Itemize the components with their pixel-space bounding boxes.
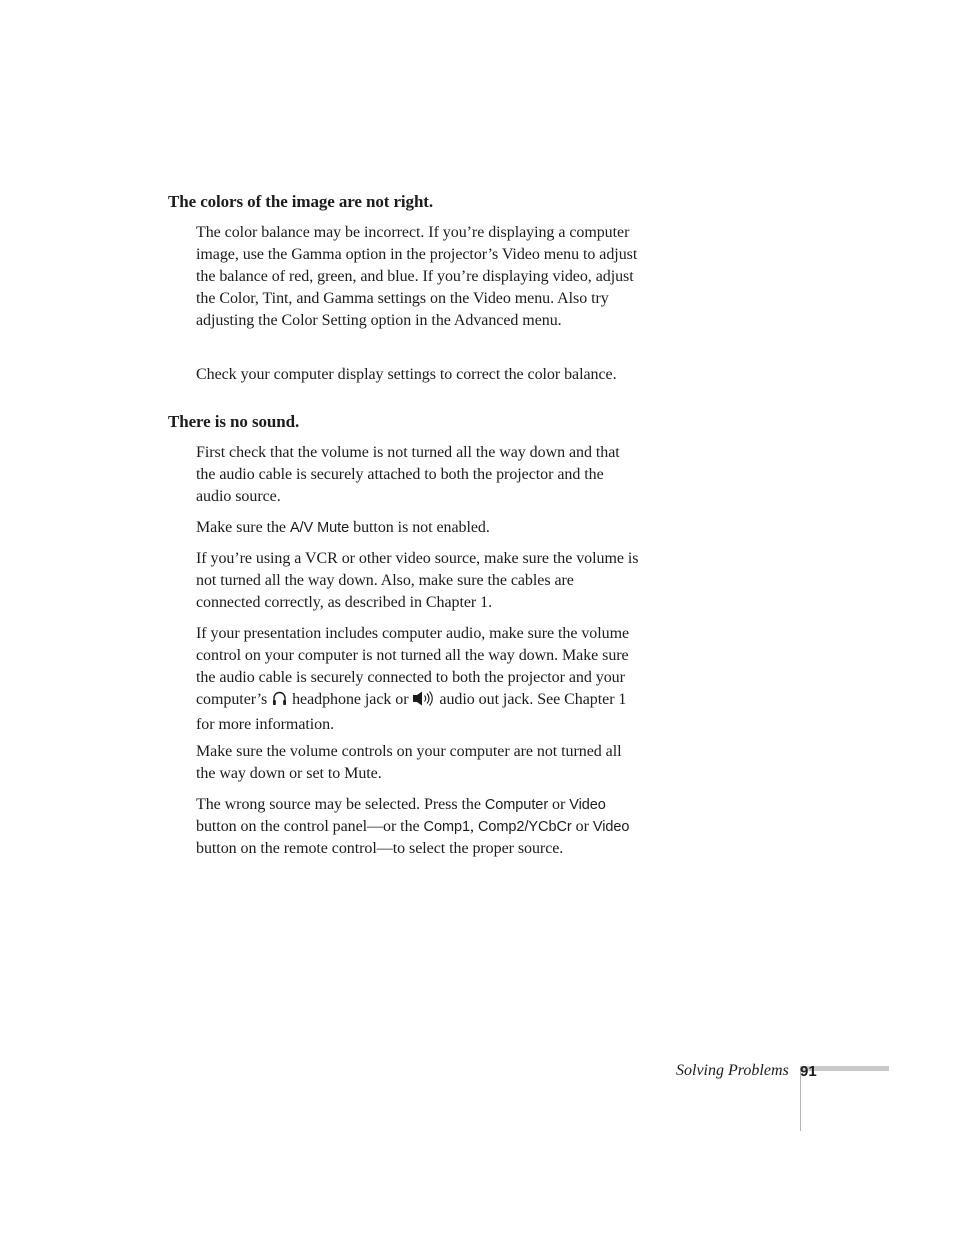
computer-button-name: Computer — [484, 797, 549, 813]
paragraph-volume-controls: Make sure the volume controls on your computer are not turned all the way down or set to Mute. — [196, 743, 622, 782]
comp2-button-name: Comp2/YCbCr — [477, 819, 572, 835]
video-button-name: Video — [569, 797, 606, 813]
paragraph-vcr: If you’re using a VCR or other video source, make sure the volume is not turned all the way down. Also, make sure the cables are connected correctly, as described in Chapter 1. — [196, 550, 639, 611]
paragraph-wrong-source: The wrong source may be selected. Press the Computer or Video button on the control panel—or the Comp1, Comp2/YCbCr or Video button on the remote control—to select the proper source. — [196, 796, 630, 857]
paragraph-color-balance: The color balance may be incorrect. If you’re displaying a computer image, use the Gamma option in the projector’s Video menu to adjust the balance of red, green, and blue. If you’re displaying video, adjust the Color, Tint, and Gamma settings on the Video menu. Also try adjusting the Color Setting option in the Advanced menu. — [196, 224, 638, 329]
section-heading-colors: The colors of the image are not right. — [168, 192, 434, 211]
page-number: 91 — [800, 1063, 817, 1080]
paragraph-computer-audio: If your presentation includes computer audio, make sure the volume control on your computer is not turned all the way down. Make sure the audio cable is securely connected to both the projector and your computer’s headphone jack or audio out jack. See Chapter 1 for more information. — [196, 625, 630, 733]
section-heading-sound: There is no sound. — [168, 412, 300, 431]
speaker-icon — [412, 690, 435, 714]
headphone-icon — [271, 690, 288, 714]
comp1-button-name: Comp1 — [423, 819, 471, 835]
footer-section-title: Solving Problems — [676, 1062, 789, 1079]
av-mute-button-name: A/V Mute — [289, 520, 350, 536]
paragraph-av-mute: Make sure the A/V Mute button is not enabled. — [196, 519, 490, 536]
video-remote-button-name: Video — [592, 819, 630, 835]
paragraph-display-settings: Check your computer display settings to correct the color balance. — [196, 366, 617, 383]
paragraph-volume-check: First check that the volume is not turned all the way down and that the audio cable is securely attached to both the projector and the audio source. — [196, 444, 620, 505]
